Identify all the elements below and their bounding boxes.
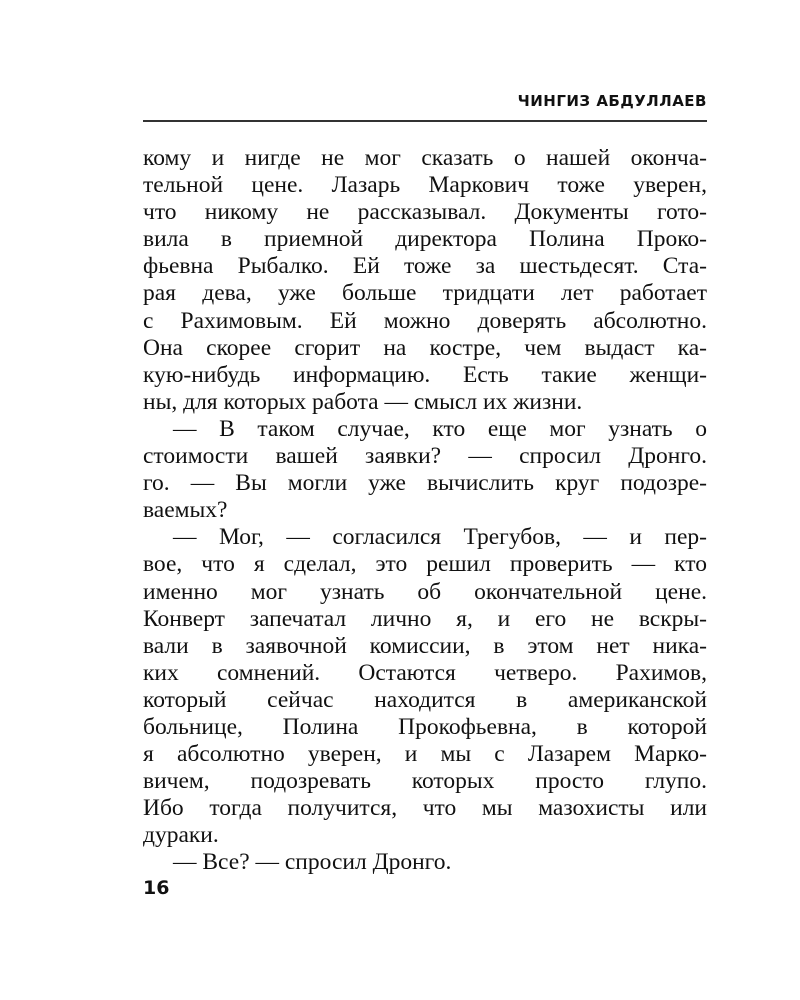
text-line: ких сомнений. Остаются четверо. Рахимов, bbox=[143, 659, 707, 686]
text-line: ваемых? bbox=[143, 497, 228, 524]
text-line: больнице, Полина Прокофьевна, в которой bbox=[143, 713, 707, 740]
running-header-author: ЧИНГИЗ АБДУЛЛАЕВ bbox=[517, 92, 707, 110]
page-number: 16 bbox=[143, 877, 170, 899]
text-line: Ибо тогда получится, что мы мазохисты или bbox=[143, 795, 707, 822]
text-line: я абсолютно уверен, и мы с Лазарем Марко- bbox=[143, 741, 707, 768]
body-text bbox=[143, 145, 707, 877]
text-line: вичем, подозревать которых просто глупо. bbox=[143, 768, 707, 795]
text-line: вила в приемной директора Полина Проко- bbox=[143, 226, 707, 253]
text-line: именно мог узнать об окончательной цене. bbox=[143, 578, 707, 605]
text-line: Конверт запечатал лично я, и его не вскры- bbox=[143, 605, 707, 632]
text-line: — Мог, — согласился Трегубов, — и пер- bbox=[173, 524, 707, 551]
text-line: фьевна Рыбалко. Ей тоже за шестьдесят. Ста- bbox=[143, 253, 707, 280]
text-line: который сейчас находится в американской bbox=[143, 686, 707, 713]
text-line: кому и нигде не мог сказать о нашей оконча- bbox=[143, 145, 707, 171]
text-line: вали в заявочной комиссии, в этом нет ника- bbox=[143, 632, 707, 659]
text-line: го. — Вы могли уже вычислить круг подозре- bbox=[143, 470, 707, 497]
text-line: — Все? — спросил Дронго. bbox=[173, 849, 452, 876]
text-line: кую-нибудь информацию. Есть такие женщи- bbox=[143, 361, 707, 388]
text-line: с Рахимовым. Ей можно доверять абсолютно. bbox=[143, 307, 707, 334]
text-line: что никому не рассказывал. Документы гото- bbox=[143, 199, 707, 226]
text-line: ны, для которых работа — смысл их жизни. bbox=[143, 388, 583, 415]
text-line: дураки. bbox=[143, 822, 219, 849]
text-line: рая дева, уже больше тридцати лет работает bbox=[143, 280, 707, 307]
text-line: тельной цене. Лазарь Маркович тоже уверен, bbox=[143, 172, 707, 199]
header-divider bbox=[143, 120, 707, 122]
text-line: Она скорее сгорит на костре, чем выдаст ка- bbox=[143, 334, 707, 361]
text-line: вое, что я сделал, это решил проверить — кто bbox=[143, 551, 707, 578]
text-line: стоимости вашей заявки? — спросил Дронго. bbox=[143, 443, 707, 470]
text-line: — В таком случае, кто еще мог узнать о bbox=[173, 415, 707, 442]
